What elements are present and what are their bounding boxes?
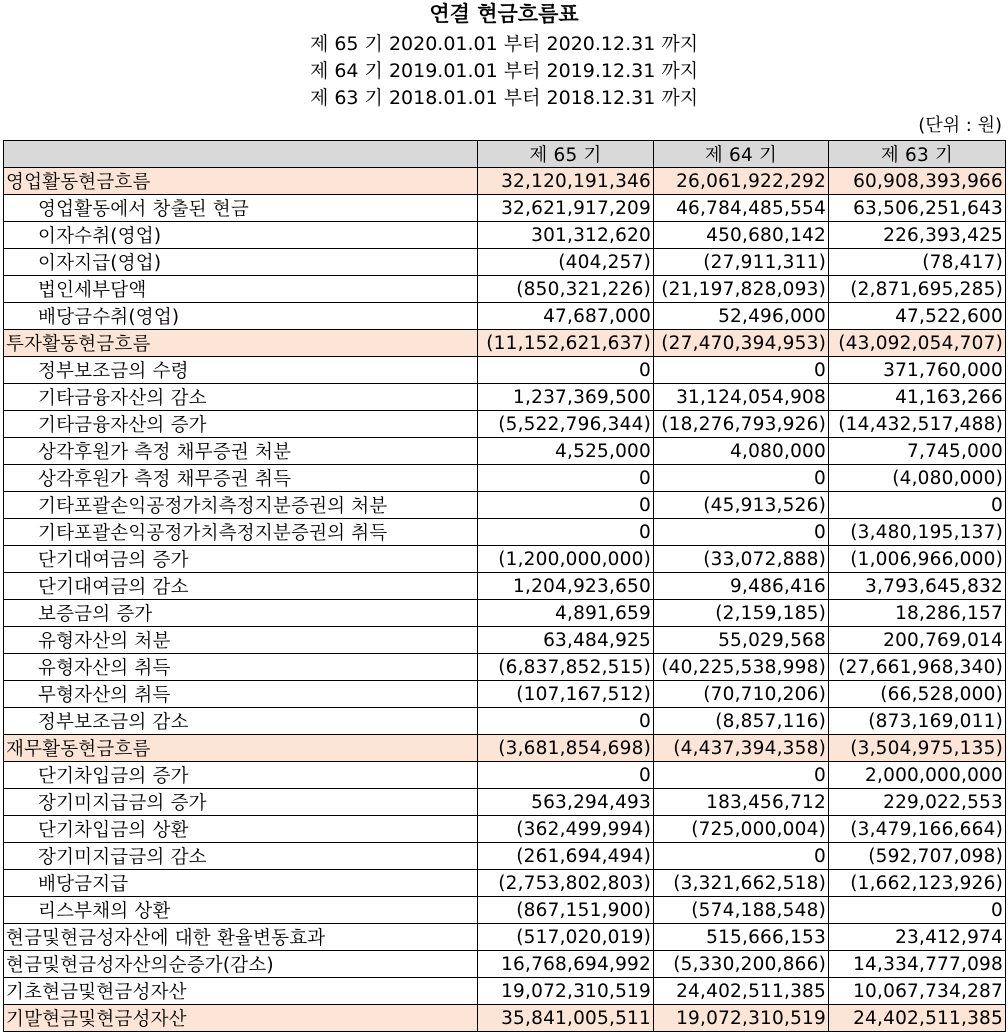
- value-period-65: 0: [478, 465, 654, 492]
- value-period-63: (592,707,098): [829, 843, 1006, 870]
- value-period-64: (18,276,793,926): [654, 411, 829, 438]
- value-period-64: 31,124,054,908: [654, 384, 829, 411]
- value-period-65: (6,837,852,515): [478, 654, 654, 681]
- row-label: 정부보조금의 감소: [4, 708, 478, 735]
- value-period-63: 200,769,014: [829, 627, 1006, 654]
- table-row: [4, 384, 1006, 411]
- table-row: [4, 492, 1006, 519]
- row-label: 기타포괄손익공정가치측정지분증권의 처분: [4, 492, 478, 519]
- value-period-63: 371,760,000: [829, 357, 1006, 384]
- value-period-64: 515,666,153: [654, 924, 829, 951]
- value-period-63: 226,393,425: [829, 222, 1006, 249]
- row-label: 법인세부담액: [4, 276, 478, 303]
- row-label: 유형자산의 취득: [4, 654, 478, 681]
- value-period-63: 60,908,393,966: [829, 168, 1006, 195]
- value-period-65: 32,120,191,346: [478, 168, 654, 195]
- row-label: 유형자산의 처분: [4, 627, 478, 654]
- value-period-64: (574,188,548): [654, 897, 829, 924]
- row-label: 단기대여금의 감소: [4, 573, 478, 600]
- table-row: [4, 600, 1006, 627]
- row-label: 기타포괄손익공정가치측정지분증권의 취득: [4, 519, 478, 546]
- table-row: [4, 843, 1006, 870]
- table-header-row: [4, 141, 1006, 168]
- row-label: 단기차입금의 상환: [4, 816, 478, 843]
- table-row: [4, 222, 1006, 249]
- value-period-63: (1,006,966,000): [829, 546, 1006, 573]
- value-period-65: (404,257): [478, 249, 654, 276]
- value-period-64: 46,784,485,554: [654, 195, 829, 222]
- value-period-63: 2,000,000,000: [829, 762, 1006, 789]
- cash-flow-table: [3, 140, 1006, 1032]
- value-period-64: (8,857,116): [654, 708, 829, 735]
- row-label: 재무활동현금흐름: [4, 735, 478, 762]
- value-period-65: 0: [478, 708, 654, 735]
- value-period-65: 4,525,000: [478, 438, 654, 465]
- value-period-65: (5,522,796,344): [478, 411, 654, 438]
- table-row: [4, 897, 1006, 924]
- value-period-63: 63,506,251,643: [829, 195, 1006, 222]
- row-label: 기타금융자산의 증가: [4, 411, 478, 438]
- value-period-64: 52,496,000: [654, 303, 829, 330]
- value-period-63: (14,432,517,488): [829, 411, 1006, 438]
- value-period-63: 10,067,734,287: [829, 978, 1006, 1005]
- value-period-65: (850,321,226): [478, 276, 654, 303]
- value-period-65: 0: [478, 357, 654, 384]
- row-label: 영업활동에서 창출된 현금: [4, 195, 478, 222]
- statement-title: 연결 현금흐름표: [429, 2, 579, 26]
- value-period-64: (40,225,538,998): [654, 654, 829, 681]
- table-row: [4, 627, 1006, 654]
- table-row: [4, 762, 1006, 789]
- value-period-64: (27,470,394,953): [654, 330, 829, 357]
- period-line-65: 제 65 기 2020.01.01 부터 2020.12.31 까지: [309, 33, 699, 55]
- table-row: [4, 1005, 1006, 1032]
- table-row: [4, 654, 1006, 681]
- row-label: 현금및현금성자산의순증가(감소): [4, 951, 478, 978]
- value-period-65: (867,151,900): [478, 897, 654, 924]
- value-period-63: 7,745,000: [829, 438, 1006, 465]
- row-label: 상각후원가 측정 채무증권 취득: [4, 465, 478, 492]
- value-period-64: (33,072,888): [654, 546, 829, 573]
- row-label: 기말현금및현금성자산: [4, 1005, 478, 1032]
- value-period-64: 55,029,568: [654, 627, 829, 654]
- value-period-65: 4,891,659: [478, 600, 654, 627]
- value-period-65: 1,204,923,650: [478, 573, 654, 600]
- value-period-64: (70,710,206): [654, 681, 829, 708]
- value-period-64: (45,913,526): [654, 492, 829, 519]
- value-period-64: 26,061,922,292: [654, 168, 829, 195]
- row-label: 상각후원가 측정 채무증권 처분: [4, 438, 478, 465]
- header-period-64: 제 64 기: [654, 141, 829, 168]
- value-period-64: 9,486,416: [654, 573, 829, 600]
- value-period-63: (873,169,011): [829, 708, 1006, 735]
- table-row: [4, 816, 1006, 843]
- value-period-65: 19,072,310,519: [478, 978, 654, 1005]
- row-label: 배당금수취(영업): [4, 303, 478, 330]
- value-period-63: 24,402,511,385: [829, 1005, 1006, 1032]
- table-row: [4, 681, 1006, 708]
- value-period-65: (362,499,994): [478, 816, 654, 843]
- value-period-64: 0: [654, 519, 829, 546]
- period-line-63: 제 63 기 2018.01.01 부터 2018.12.31 까지: [309, 87, 699, 109]
- value-period-63: (1,662,123,926): [829, 870, 1006, 897]
- table-row: [4, 465, 1006, 492]
- value-period-65: (2,753,802,803): [478, 870, 654, 897]
- row-label: 이자지급(영업): [4, 249, 478, 276]
- table-row: [4, 303, 1006, 330]
- table-row: [4, 168, 1006, 195]
- row-label: 투자활동현금흐름: [4, 330, 478, 357]
- table-row: [4, 411, 1006, 438]
- value-period-65: (107,167,512): [478, 681, 654, 708]
- row-label: 장기미지급금의 감소: [4, 843, 478, 870]
- row-label: 무형자산의 취득: [4, 681, 478, 708]
- table-row: [4, 330, 1006, 357]
- value-period-63: 47,522,600: [829, 303, 1006, 330]
- header-period-65: 제 65 기: [478, 141, 654, 168]
- table-row: [4, 573, 1006, 600]
- table-row: [4, 519, 1006, 546]
- value-period-65: 63,484,925: [478, 627, 654, 654]
- value-period-65: 301,312,620: [478, 222, 654, 249]
- table-row: [4, 438, 1006, 465]
- value-period-64: 0: [654, 357, 829, 384]
- value-period-63: 23,412,974: [829, 924, 1006, 951]
- row-label: 현금및현금성자산에 대한 환율변동효과: [4, 924, 478, 951]
- row-label: 보증금의 증가: [4, 600, 478, 627]
- value-period-65: 16,768,694,992: [478, 951, 654, 978]
- value-period-64: 0: [654, 465, 829, 492]
- value-period-63: (3,480,195,137): [829, 519, 1006, 546]
- table-row: [4, 978, 1006, 1005]
- value-period-65: (517,020,019): [478, 924, 654, 951]
- table-row: [4, 276, 1006, 303]
- row-label: 리스부채의 상환: [4, 897, 478, 924]
- value-period-64: (27,911,311): [654, 249, 829, 276]
- value-period-65: 0: [478, 762, 654, 789]
- value-period-63: (43,092,054,707): [829, 330, 1006, 357]
- value-period-65: 47,687,000: [478, 303, 654, 330]
- value-period-63: 229,022,553: [829, 789, 1006, 816]
- table-row: [4, 708, 1006, 735]
- table-row: [4, 735, 1006, 762]
- value-period-63: 3,793,645,832: [829, 573, 1006, 600]
- value-period-63: 41,163,266: [829, 384, 1006, 411]
- header-period-63: 제 63 기: [829, 141, 1006, 168]
- row-label: 기초현금및현금성자산: [4, 978, 478, 1005]
- value-period-64: (21,197,828,093): [654, 276, 829, 303]
- table-row: [4, 924, 1006, 951]
- value-period-65: (261,694,494): [478, 843, 654, 870]
- header-blank-cell: [4, 141, 478, 168]
- value-period-64: 19,072,310,519: [654, 1005, 829, 1032]
- table-row: [4, 357, 1006, 384]
- value-period-64: (5,330,200,866): [654, 951, 829, 978]
- value-period-63: 14,334,777,098: [829, 951, 1006, 978]
- value-period-64: 183,456,712: [654, 789, 829, 816]
- row-label: 단기대여금의 증가: [4, 546, 478, 573]
- value-period-64: 24,402,511,385: [654, 978, 829, 1005]
- value-period-64: 450,680,142: [654, 222, 829, 249]
- table-row: [4, 546, 1006, 573]
- value-period-63: (66,528,000): [829, 681, 1006, 708]
- period-line-64: 제 64 기 2019.01.01 부터 2019.12.31 까지: [309, 60, 699, 82]
- row-label: 배당금지급: [4, 870, 478, 897]
- value-period-65: 0: [478, 492, 654, 519]
- value-period-65: 1,237,369,500: [478, 384, 654, 411]
- value-period-63: (27,661,968,340): [829, 654, 1006, 681]
- table-row: [4, 789, 1006, 816]
- row-label: 장기미지급금의 증가: [4, 789, 478, 816]
- table-row: [4, 870, 1006, 897]
- value-period-65: 0: [478, 519, 654, 546]
- table-body: [4, 168, 1006, 1032]
- table-row: [4, 249, 1006, 276]
- value-period-63: 0: [829, 897, 1006, 924]
- value-period-64: (3,321,662,518): [654, 870, 829, 897]
- value-period-63: (3,479,166,664): [829, 816, 1006, 843]
- value-period-63: (2,871,695,285): [829, 276, 1006, 303]
- row-label: 영업활동현금흐름: [4, 168, 478, 195]
- value-period-65: 32,621,917,209: [478, 195, 654, 222]
- value-period-63: 18,286,157: [829, 600, 1006, 627]
- value-period-63: 0: [829, 492, 1006, 519]
- value-period-65: (3,681,854,698): [478, 735, 654, 762]
- value-period-65: (11,152,621,637): [478, 330, 654, 357]
- value-period-65: 563,294,493: [478, 789, 654, 816]
- table-row: [4, 951, 1006, 978]
- value-period-64: (2,159,185): [654, 600, 829, 627]
- value-period-64: 4,080,000: [654, 438, 829, 465]
- value-period-63: (4,080,000): [829, 465, 1006, 492]
- value-period-64: 0: [654, 762, 829, 789]
- value-period-65: (1,200,000,000): [478, 546, 654, 573]
- table-row: [4, 195, 1006, 222]
- row-label: 기타금융자산의 감소: [4, 384, 478, 411]
- value-period-65: 35,841,005,511: [478, 1005, 654, 1032]
- value-period-64: 0: [654, 843, 829, 870]
- value-period-63: (78,417): [829, 249, 1006, 276]
- row-label: 이자수취(영업): [4, 222, 478, 249]
- unit-label: (단위 : 원): [918, 115, 1002, 136]
- value-period-64: (725,000,004): [654, 816, 829, 843]
- value-period-64: (4,437,394,358): [654, 735, 829, 762]
- value-period-63: (3,504,975,135): [829, 735, 1006, 762]
- row-label: 정부보조금의 수령: [4, 357, 478, 384]
- row-label: 단기차입금의 증가: [4, 762, 478, 789]
